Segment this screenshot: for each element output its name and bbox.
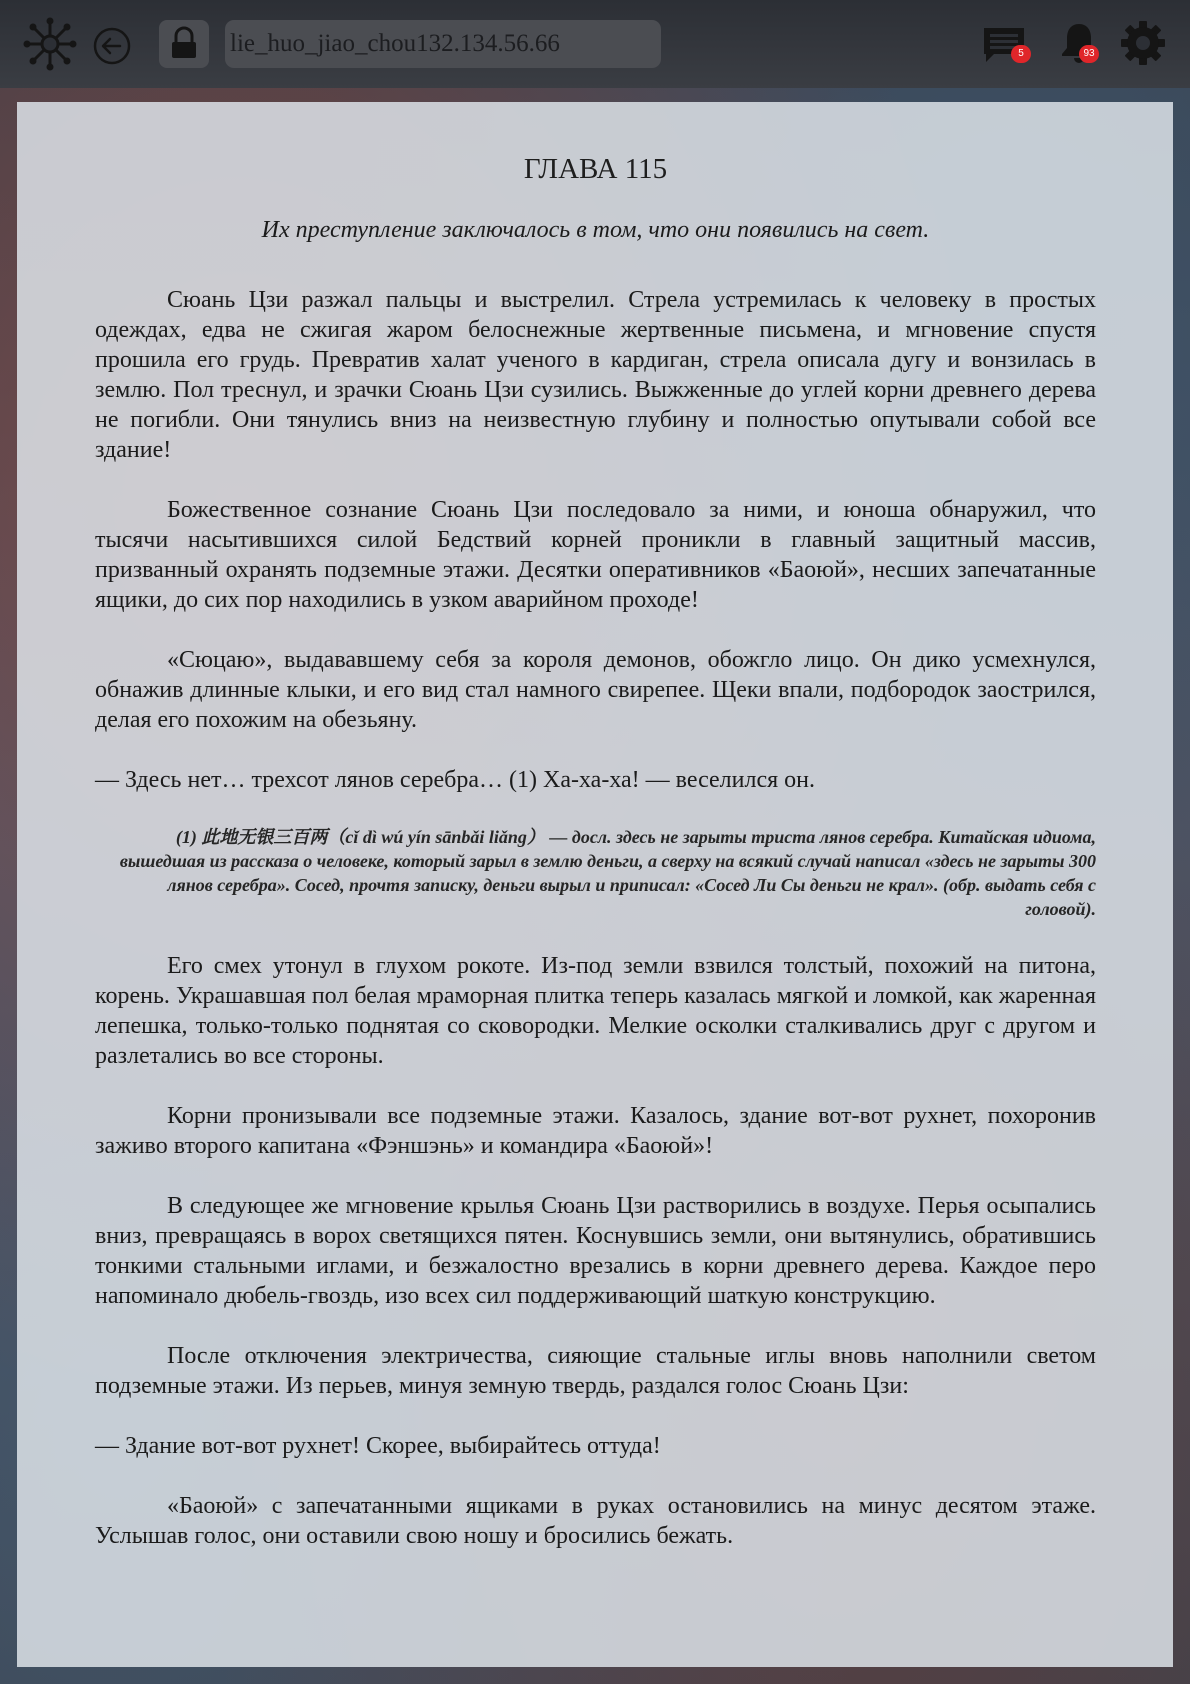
chapter-content: [95, 285, 1096, 1551]
notifications-count-badge: 93: [1079, 45, 1099, 63]
paragraph: После отключения электричества, сияющие стальные иглы вновь наполнили светом подземные этажи. Из перьев, минуя земную твердь, раздался голос Сюань Цзи:: [95, 1343, 1096, 1399]
chapter-title: ГЛАВА 115: [523, 153, 668, 185]
top-bar: [0, 0, 1190, 88]
lock-icon: [159, 20, 209, 68]
footnote: (1) 此地无银三百两（cǐ dì wú yín sānbǎi liǎng） — досл. здесь не зарыты триста лянов серебра. Китайская идиома, вышедшая из рассказа о человеке, который зарыл в землю деньги, а сверху на всякий случай написал «здесь не зарыты 300 лянов серебра». Сосед, прочтя записку, деньги вырыл и приписал: «Сосед Ли Сы деньги не крал». (обр. выдать себя с головой).: [119, 827, 1096, 919]
paragraph-dialogue: — Здесь нет… трехсот лянов серебра… (1) Ха-ха-ха! — веселился он.: [95, 767, 816, 793]
network-logo-icon[interactable]: [22, 16, 78, 72]
paragraph: «Баоюй» с запечатанными ящиками в руках остановились на минус десятом этаже. Услышав голос, они оставили свою ношу и бросились бежать.: [95, 1493, 1096, 1549]
gear-icon[interactable]: [1120, 20, 1166, 66]
paragraph: Его смех утонул в глухом рокоте. Из-под земли взвился толстый, похожий на питона, корень. Украшавшая пол белая мраморная плитка теперь казалась мягкой и ломкой, как жаренная лепешка, только-только поднятая со сковородки. Мелкие осколки сталкивались друг с другом и разлетались во все стороны.: [95, 953, 1096, 1069]
chapter-subtitle: Их преступление заключалось в том, что они появились на свет.: [261, 217, 930, 243]
back-arrow-icon[interactable]: [92, 26, 132, 66]
paragraph: Божественное сознание Сюань Цзи последовало за ними, и юноша обнаружил, что тысячи насытившихся силой Бедствий корней проникли в главный защитный массив, призванный охранять подземные этажи. Десятки оперативников «Баоюй», несших запечатанные ящики, до сих пор находились в узком аварийном проходе!: [95, 497, 1096, 613]
paragraph: Сюань Цзи разжал пальцы и выстрелил. Стрела устремилась к человеку в простых одеждах, едва не сжигая жаром белоснежные жертвенные письмена, и мгновение спустя прошила его грудь. Превратив халат ученого в кардиган, стрела описала дугу и вонзилась в землю. Пол треснул, и зрачки Сюань Цзи сузились. Выжженные до углей корни древнего дерева не погибли. Они тянулись вниз на неизвестную глубину и полностью опутывали собой все здание!: [95, 287, 1096, 463]
address-field[interactable]: lie_huo_jiao_chou132.134.56.66: [225, 20, 661, 68]
paragraph-dialogue: — Здание вот-вот рухнет! Скорее, выбирайтесь оттуда!: [95, 1433, 661, 1459]
reader-page: [17, 102, 1173, 1667]
paragraph: Корни пронизывали все подземные этажи. Казалось, здание вот-вот рухнет, похоронив заживо второго капитана «Фэншэнь» и командира «Баоюй»!: [95, 1103, 1096, 1159]
paragraph: В следующее же мгновение крылья Сюань Цзи растворились в воздухе. Перья осыпались вниз, превращаясь в ворох светящихся пятен. Коснувшись земли, они вытянулись, обратившись тонкими стальными иглами, и безжалостно врезались в корни древнего дерева. Каждое перо напоминало дюбель-гвоздь, изо всех сил поддерживающий шаткую конструкцию.: [95, 1193, 1096, 1309]
paragraph: «Сюцаю», выдававшему себя за короля демонов, обожгло лицо. Он дико усмехнулся, обнажив длинные клыки, и его вид стал намного свирепее. Щеки впали, подбородок заострился, делая его похожим на обезьяну.: [95, 647, 1096, 733]
lock-button[interactable]: [159, 20, 209, 68]
messages-count-badge: 5: [1011, 45, 1031, 63]
